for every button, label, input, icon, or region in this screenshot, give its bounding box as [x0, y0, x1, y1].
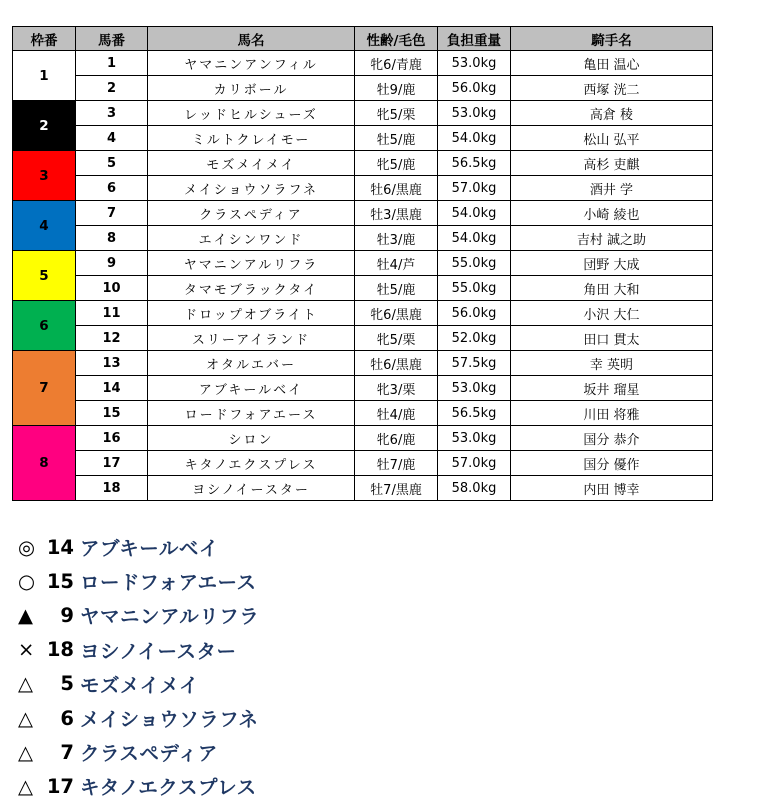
table-row [13, 276, 713, 301]
sex-age-cell: 牡3/黒鹿 [355, 201, 438, 226]
sex-age-cell: 牝3/栗 [355, 376, 438, 401]
header-waku: 枠番 [13, 27, 76, 51]
jockey-cell: 高倉 稜 [511, 101, 713, 126]
sex-age-cell: 牡7/黒鹿 [355, 476, 438, 501]
table-row [13, 251, 713, 276]
prediction-mark: ○ [18, 569, 36, 593]
jockey-cell: 国分 優作 [511, 451, 713, 476]
umaban-cell: 2 [76, 76, 148, 101]
prediction-number: 9 [60, 603, 74, 627]
horse-name-cell: オタルエバー [148, 351, 355, 376]
prediction-horse-name: キタノエクスプレス [80, 776, 257, 800]
sex-age-cell: 牝6/鹿 [355, 426, 438, 451]
sex-age-cell: 牝6/青鹿 [355, 51, 438, 76]
jockey-cell: 坂井 瑠星 [511, 376, 713, 401]
sex-age-cell: 牡6/黒鹿 [355, 176, 438, 201]
prediction-mark: △ [18, 672, 33, 696]
jockey-cell: 国分 恭介 [511, 426, 713, 451]
jockey-cell: 幸 英明 [511, 351, 713, 376]
prediction-horse-name: ヨシノイースター [80, 639, 237, 663]
waku-cell: 2 [13, 101, 76, 151]
horse-name-cell: キタノエクスプレス [148, 451, 355, 476]
weight-cell: 53.0kg [438, 51, 511, 76]
prediction-horse-name: モズメイメイ [80, 673, 200, 697]
table-row [13, 51, 713, 76]
horse-name-cell: メイショウソラフネ [148, 176, 355, 201]
table-row [13, 376, 713, 401]
umaban-cell: 16 [76, 426, 148, 451]
umaban-cell: 15 [76, 401, 148, 426]
sex-age-cell: 牝5/栗 [355, 326, 438, 351]
table-row [13, 126, 713, 151]
waku-cell: 1 [13, 51, 76, 101]
weight-cell: 57.0kg [438, 451, 511, 476]
prediction-number: 14 [46, 535, 74, 559]
umaban-cell: 4 [76, 126, 148, 151]
weight-cell: 55.0kg [438, 251, 511, 276]
prediction-item [18, 633, 259, 667]
jockey-cell: 亀田 温心 [511, 51, 713, 76]
weight-cell: 54.0kg [438, 201, 511, 226]
table-row [13, 101, 713, 126]
jockey-cell: 内田 博幸 [511, 476, 713, 501]
waku-cell: 6 [13, 301, 76, 351]
sex-age-cell: 牡6/黒鹿 [355, 351, 438, 376]
weight-cell: 57.0kg [438, 176, 511, 201]
weight-cell: 54.0kg [438, 226, 511, 251]
waku-cell: 8 [13, 426, 76, 501]
prediction-mark: ◎ [18, 535, 36, 559]
prediction-item [18, 667, 259, 701]
prediction-item [18, 769, 259, 803]
table-row [13, 151, 713, 176]
weight-cell: 52.0kg [438, 326, 511, 351]
prediction-horse-name: アブキールベイ [80, 537, 219, 561]
prediction-number: 17 [46, 774, 74, 798]
weight-cell: 53.0kg [438, 376, 511, 401]
horse-name-cell: アブキールベイ [148, 376, 355, 401]
jockey-cell: 小崎 綾也 [511, 201, 713, 226]
jockey-cell: 酒井 学 [511, 176, 713, 201]
horse-name-cell: モズメイメイ [148, 151, 355, 176]
horse-name-cell: ミルトクレイモー [148, 126, 355, 151]
table-row [13, 426, 713, 451]
prediction-number: 18 [46, 638, 74, 662]
header-umaban: 馬番 [76, 27, 148, 51]
weight-cell: 56.0kg [438, 76, 511, 101]
umaban-cell: 12 [76, 326, 148, 351]
horse-name-cell: ヤマニンアンフィル [148, 51, 355, 76]
sex-age-cell: 牡4/鹿 [355, 401, 438, 426]
horse-name-cell: ロードフォアエース [148, 401, 355, 426]
umaban-cell: 3 [76, 101, 148, 126]
prediction-mark: ▲ [18, 603, 33, 627]
sex-age-cell: 牝5/鹿 [355, 151, 438, 176]
horse-name-cell: シロン [148, 426, 355, 451]
table-row [13, 451, 713, 476]
jockey-cell: 高杉 吏麒 [511, 151, 713, 176]
waku-cell: 3 [13, 151, 76, 201]
jockey-cell: 西塚 洸二 [511, 76, 713, 101]
table-row [13, 476, 713, 501]
prediction-mark: △ [18, 740, 33, 764]
umaban-cell: 18 [76, 476, 148, 501]
table-row [13, 226, 713, 251]
prediction-horse-name: クラスペディア [80, 742, 218, 766]
race-entry-table [12, 26, 713, 501]
umaban-cell: 5 [76, 151, 148, 176]
umaban-cell: 11 [76, 301, 148, 326]
umaban-cell: 9 [76, 251, 148, 276]
jockey-cell: 川田 将雅 [511, 401, 713, 426]
horse-name-cell: ヤマニンアルリフラ [148, 251, 355, 276]
prediction-number: 6 [60, 706, 74, 730]
horse-name-cell: レッドヒルシューズ [148, 101, 355, 126]
prediction-horse-name: メイショウソラフネ [80, 708, 259, 732]
sex-age-cell: 牡5/鹿 [355, 126, 438, 151]
sex-age-cell: 牝6/黒鹿 [355, 301, 438, 326]
weight-cell: 53.0kg [438, 101, 511, 126]
horse-name-cell: スリーアイランド [148, 326, 355, 351]
table-header-row [13, 27, 713, 51]
table-row [13, 176, 713, 201]
table-row [13, 326, 713, 351]
umaban-cell: 7 [76, 201, 148, 226]
jockey-cell: 団野 大成 [511, 251, 713, 276]
prediction-mark: × [18, 638, 35, 662]
sex-age-cell: 牝5/栗 [355, 101, 438, 126]
horse-name-cell: タマモブラックタイ [148, 276, 355, 301]
table-row [13, 201, 713, 226]
prediction-number: 7 [60, 740, 74, 764]
jockey-cell: 角田 大和 [511, 276, 713, 301]
horse-name-cell: カリボール [148, 76, 355, 101]
umaban-cell: 17 [76, 451, 148, 476]
horse-name-cell: ヨシノイースター [148, 476, 355, 501]
prediction-horse-name: ロードフォアエース [80, 571, 257, 595]
umaban-cell: 14 [76, 376, 148, 401]
jockey-cell: 田口 貫太 [511, 326, 713, 351]
sex-age-cell: 牡9/鹿 [355, 76, 438, 101]
weight-cell: 56.5kg [438, 401, 511, 426]
umaban-cell: 6 [76, 176, 148, 201]
prediction-item [18, 530, 259, 564]
umaban-cell: 1 [76, 51, 148, 76]
prediction-item [18, 735, 259, 769]
prediction-item [18, 701, 259, 735]
prediction-item [18, 598, 259, 632]
table-row [13, 401, 713, 426]
jockey-cell: 松山 弘平 [511, 126, 713, 151]
header-sex-age-color: 性齢/毛色 [355, 27, 438, 51]
weight-cell: 57.5kg [438, 351, 511, 376]
horse-name-cell: ドロップオブライト [148, 301, 355, 326]
sex-age-cell: 牡7/鹿 [355, 451, 438, 476]
sex-age-cell: 牡4/芦 [355, 251, 438, 276]
waku-cell: 5 [13, 251, 76, 301]
prediction-mark: △ [18, 706, 33, 730]
weight-cell: 53.0kg [438, 426, 511, 451]
prediction-item [18, 564, 259, 598]
header-jockey: 騎手名 [511, 27, 713, 51]
prediction-mark: △ [18, 774, 33, 798]
header-horse-name: 馬名 [148, 27, 355, 51]
horse-name-cell: エイシンワンド [148, 226, 355, 251]
umaban-cell: 13 [76, 351, 148, 376]
jockey-cell: 小沢 大仁 [511, 301, 713, 326]
prediction-number: 15 [46, 569, 74, 593]
prediction-list [18, 530, 259, 804]
weight-cell: 58.0kg [438, 476, 511, 501]
jockey-cell: 吉村 誠之助 [511, 226, 713, 251]
weight-cell: 56.0kg [438, 301, 511, 326]
prediction-number: 5 [60, 672, 74, 696]
weight-cell: 56.5kg [438, 151, 511, 176]
table-row [13, 351, 713, 376]
waku-cell: 4 [13, 201, 76, 251]
prediction-horse-name: ヤマニンアルリフラ [80, 605, 260, 629]
weight-cell: 54.0kg [438, 126, 511, 151]
sex-age-cell: 牡3/鹿 [355, 226, 438, 251]
horse-name-cell: クラスペディア [148, 201, 355, 226]
sex-age-cell: 牡5/鹿 [355, 276, 438, 301]
waku-cell: 7 [13, 351, 76, 426]
table-row [13, 301, 713, 326]
umaban-cell: 10 [76, 276, 148, 301]
table-body [13, 51, 713, 501]
header-weight: 負担重量 [438, 27, 511, 51]
umaban-cell: 8 [76, 226, 148, 251]
weight-cell: 55.0kg [438, 276, 511, 301]
table-row [13, 76, 713, 101]
